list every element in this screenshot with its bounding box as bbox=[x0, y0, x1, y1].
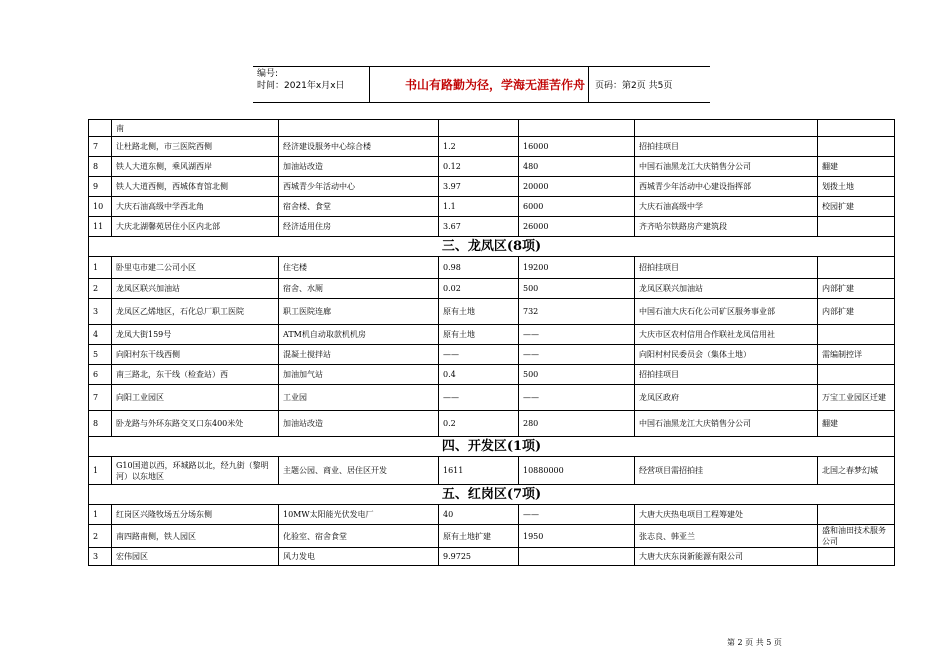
table-cell: 大庆市区农村信用合作联社龙凤信用社 bbox=[635, 325, 818, 345]
table-row bbox=[89, 525, 895, 548]
table-cell: 2 bbox=[89, 279, 112, 299]
table-cell: 大庆北湖馨苑居住小区内北部 bbox=[112, 217, 279, 237]
table-cell: 划拨土地 bbox=[818, 177, 895, 197]
section-heading: 五、红岗区(7项) bbox=[89, 485, 895, 505]
table-row bbox=[89, 177, 895, 197]
header-time-label: 时间：2021年x月x日 bbox=[257, 81, 345, 91]
table-cell: —— bbox=[439, 385, 519, 411]
table-cell: 南 bbox=[112, 120, 279, 137]
table-cell: 翻建 bbox=[818, 411, 895, 437]
table-cell: 中国石油黑龙江大庆销售分公司 bbox=[635, 157, 818, 177]
table-cell: 8 bbox=[89, 157, 112, 177]
table-cell: 原有土地 bbox=[439, 299, 519, 325]
table-cell: 加油站改造 bbox=[279, 411, 439, 437]
table-cell: 大庆石油高级中学 bbox=[635, 197, 818, 217]
table-cell: 招拍挂项目 bbox=[635, 257, 818, 279]
table-cell: 10MW太阳能光伏发电厂 bbox=[279, 505, 439, 525]
table-cell: 大庆石油高级中学西北角 bbox=[112, 197, 279, 217]
table-cell: 南四路南侧，铁人园区 bbox=[112, 525, 279, 548]
table-cell: 9 bbox=[89, 177, 112, 197]
section-heading: 三、龙凤区(8项) bbox=[89, 237, 895, 257]
table-cell bbox=[818, 137, 895, 157]
table-cell: 480 bbox=[519, 157, 635, 177]
table-cell: 内部扩建 bbox=[818, 279, 895, 299]
table-cell: 0.2 bbox=[439, 411, 519, 437]
table-cell: 2 bbox=[89, 525, 112, 548]
table-cell: 职工医院连廊 bbox=[279, 299, 439, 325]
table-cell: —— bbox=[519, 345, 635, 365]
table-cell: 铁人大道西侧，西城体育馆北侧 bbox=[112, 177, 279, 197]
table-cell: 校园扩建 bbox=[818, 197, 895, 217]
table-cell: 中国石油大庆石化公司矿区服务事业部 bbox=[635, 299, 818, 325]
table-cell: 16000 bbox=[519, 137, 635, 157]
section-heading-row bbox=[89, 485, 895, 505]
table-cell: 住宅楼 bbox=[279, 257, 439, 279]
table-cell: 宏伟园区 bbox=[112, 548, 279, 566]
table-cell: 向阳村东干线西侧 bbox=[112, 345, 279, 365]
table-row bbox=[89, 279, 895, 299]
table-cell: 南三路北，东干线（检查站）西 bbox=[112, 365, 279, 385]
table-cell: 风力发电 bbox=[279, 548, 439, 566]
section-heading: 四、开发区(1项) bbox=[89, 437, 895, 457]
table-cell: 1 bbox=[89, 505, 112, 525]
table-cell: —— bbox=[439, 345, 519, 365]
table-cell: 卧龙路与外环东路交叉口东400米处 bbox=[112, 411, 279, 437]
table-cell: 原有土地扩建 bbox=[439, 525, 519, 548]
table-cell: 混凝土搅拌站 bbox=[279, 345, 439, 365]
header-bottom-rule bbox=[253, 102, 710, 103]
table-cell: 500 bbox=[519, 279, 635, 299]
table-cell: 大唐大庆热电项目工程筹建处 bbox=[635, 505, 818, 525]
page-footer: 第 2 页 共 5 页 bbox=[727, 638, 782, 647]
table-cell: 26000 bbox=[519, 217, 635, 237]
table-cell: 原有土地 bbox=[439, 325, 519, 345]
table-cell: 化验室、宿舍食堂 bbox=[279, 525, 439, 548]
table-row bbox=[89, 345, 895, 365]
table-cell: 龙凤大街159号 bbox=[112, 325, 279, 345]
table-cell: 500 bbox=[519, 365, 635, 385]
header-divider bbox=[369, 66, 370, 102]
table-cell: 280 bbox=[519, 411, 635, 437]
page-header bbox=[253, 66, 710, 108]
table-cell bbox=[818, 325, 895, 345]
table-cell: 铁人大道东侧，乘风湖西岸 bbox=[112, 157, 279, 177]
table-cell: 6000 bbox=[519, 197, 635, 217]
table-cell: 龙凤区政府 bbox=[635, 385, 818, 411]
table-row bbox=[89, 457, 895, 485]
table-cell: 9.9725 bbox=[439, 548, 519, 566]
table-cell: 招拍挂项目 bbox=[635, 137, 818, 157]
table-cell: 6 bbox=[89, 365, 112, 385]
table-cell: 龙凤区联兴加油站 bbox=[635, 279, 818, 299]
table-row bbox=[89, 299, 895, 325]
table-row bbox=[89, 157, 895, 177]
table-cell: 宿舍楼、食堂 bbox=[279, 197, 439, 217]
table-cell: 让杜路北侧，市三医院西侧 bbox=[112, 137, 279, 157]
header-page-label: 页码：第2页 共5页 bbox=[595, 81, 673, 91]
table-row bbox=[89, 411, 895, 437]
section-heading-row bbox=[89, 437, 895, 457]
table-cell: 向阳村村民委员会（集体土地） bbox=[635, 345, 818, 365]
table-cell: 中国石油黑龙江大庆销售分公司 bbox=[635, 411, 818, 437]
table-cell: 0.12 bbox=[439, 157, 519, 177]
table-cell: 0.4 bbox=[439, 365, 519, 385]
table-cell: 宿舍、水厕 bbox=[279, 279, 439, 299]
table-cell: 经营项目需招拍挂 bbox=[635, 457, 818, 485]
header-divider bbox=[588, 66, 589, 102]
table-row bbox=[89, 365, 895, 385]
table-cell: 北国之春梦幻城 bbox=[818, 457, 895, 485]
table-cell: 大唐大庆东岗新能源有限公司 bbox=[635, 548, 818, 566]
table-row bbox=[89, 257, 895, 279]
table-cell: 卧里屯市建二公司小区 bbox=[112, 257, 279, 279]
table-cell: 3 bbox=[89, 299, 112, 325]
table-row bbox=[89, 217, 895, 237]
table-cell: 0.02 bbox=[439, 279, 519, 299]
table-cell: 西城青少年活动中心建设指挥部 bbox=[635, 177, 818, 197]
section-heading-row bbox=[89, 237, 895, 257]
table-cell: 1 bbox=[89, 257, 112, 279]
table-cell: 西城青少年活动中心 bbox=[279, 177, 439, 197]
table-cell: 1.1 bbox=[439, 197, 519, 217]
table-cell: 张志良、韩亚兰 bbox=[635, 525, 818, 548]
table-cell: 11 bbox=[89, 217, 112, 237]
table-cell: 40 bbox=[439, 505, 519, 525]
table-cell: 经济适用住房 bbox=[279, 217, 439, 237]
table-cell: 7 bbox=[89, 385, 112, 411]
table-cell: 向阳工业园区 bbox=[112, 385, 279, 411]
table-cell bbox=[818, 365, 895, 385]
table-cell: 工业园 bbox=[279, 385, 439, 411]
table-row bbox=[89, 197, 895, 217]
table-cell: 主题公园、商业、居住区开发 bbox=[279, 457, 439, 485]
header-motto: 书山有路勤为径，学海无涯苦作舟 bbox=[404, 78, 585, 92]
table-cell: —— bbox=[519, 385, 635, 411]
table-row bbox=[89, 385, 895, 411]
table-row bbox=[89, 325, 895, 345]
table-cell: 加油站改造 bbox=[279, 157, 439, 177]
table-cell: 盛和油田技术服务公司 bbox=[818, 525, 895, 548]
table-cell: 7 bbox=[89, 137, 112, 157]
table-cell: 3.67 bbox=[439, 217, 519, 237]
table-cell bbox=[818, 257, 895, 279]
table-cell: 1.2 bbox=[439, 137, 519, 157]
table-cell: 3.97 bbox=[439, 177, 519, 197]
table-cell: 4 bbox=[89, 325, 112, 345]
project-table bbox=[88, 119, 895, 566]
table-row bbox=[89, 505, 895, 525]
table-cell: 8 bbox=[89, 411, 112, 437]
table-cell bbox=[818, 217, 895, 237]
table-cell: 齐齐哈尔铁路房产建筑段 bbox=[635, 217, 818, 237]
table-cell: 1950 bbox=[519, 525, 635, 548]
table-cell: 1611 bbox=[439, 457, 519, 485]
table-cell: —— bbox=[519, 505, 635, 525]
table-cell: 龙凤区联兴加油站 bbox=[112, 279, 279, 299]
header-top-rule bbox=[253, 66, 710, 67]
table-cell: G10国道以西，环城路以北，经九街（黎明河）以东地区 bbox=[112, 457, 279, 485]
table-cell bbox=[818, 548, 895, 566]
table-cell: 10 bbox=[89, 197, 112, 217]
table-cell: 1 bbox=[89, 457, 112, 485]
table-cell bbox=[818, 505, 895, 525]
table-cell: 经济建设服务中心综合楼 bbox=[279, 137, 439, 157]
table-cell: 732 bbox=[519, 299, 635, 325]
table-cell: 招拍挂项目 bbox=[635, 365, 818, 385]
table-row bbox=[89, 137, 895, 157]
table-cell: 龙凤区乙烯地区，石化总厂职工医院 bbox=[112, 299, 279, 325]
table-cell: 10880000 bbox=[519, 457, 635, 485]
table-cell: 0.98 bbox=[439, 257, 519, 279]
table-cell: —— bbox=[519, 325, 635, 345]
table-cell: 翻建 bbox=[818, 157, 895, 177]
table-cell: 内部扩建 bbox=[818, 299, 895, 325]
table-row bbox=[89, 548, 895, 566]
table-cell: 20000 bbox=[519, 177, 635, 197]
table-cell: 万宝工业园区迁建 bbox=[818, 385, 895, 411]
table-cell: ATM机自动取款机机房 bbox=[279, 325, 439, 345]
table-cell: 红岗区兴隆牧场五分场东侧 bbox=[112, 505, 279, 525]
table-cell: 5 bbox=[89, 345, 112, 365]
header-number-label: 编号: bbox=[257, 69, 279, 79]
header-meta bbox=[257, 68, 345, 92]
table-cell bbox=[519, 548, 635, 566]
table-row bbox=[89, 120, 895, 137]
table-cell: 需编制控详 bbox=[818, 345, 895, 365]
table-cell: 加油加气站 bbox=[279, 365, 439, 385]
table-cell: 3 bbox=[89, 548, 112, 566]
table-cell: 19200 bbox=[519, 257, 635, 279]
